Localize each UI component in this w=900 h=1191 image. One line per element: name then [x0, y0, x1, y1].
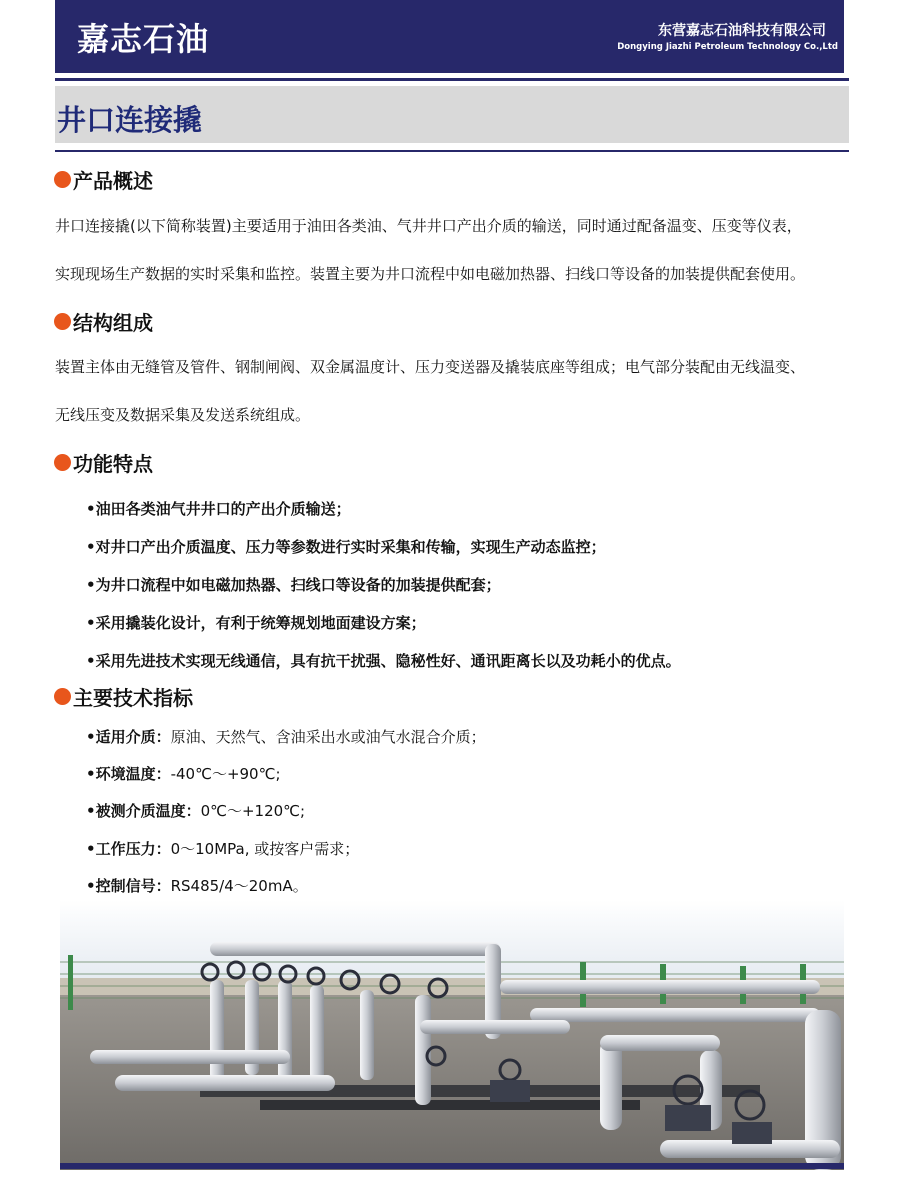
- bullet-dot-icon: [54, 171, 71, 188]
- spec-item: [86, 726, 486, 747]
- spec-value: 0～10MPa, 或按客户需求；: [170, 840, 360, 858]
- section-heading-features: [54, 448, 153, 477]
- section-heading-text: 主要技术指标: [73, 686, 193, 710]
- section-heading-specs: [54, 682, 193, 711]
- feature-item: •采用撬装化设计，有利于统筹规划地面建设方案；: [86, 614, 426, 632]
- wellhead-skid-illustration: [60, 900, 844, 1170]
- overview-line: 实现现场生产数据的实时采集和监控。装置主要为井口流程中如电磁加热器、扫线口等设备的加装提供配套使用。: [55, 265, 806, 283]
- feature-item: •对井口产出介质温度、压力等参数进行实时采集和传输，实现生产动态监控；: [86, 538, 606, 556]
- feature-item: •为井口流程中如电磁加热器、扫线口等设备的加装提供配套；: [86, 576, 501, 594]
- feature-item: •采用先进技术实现无线通信，具有抗干扰强、隐秘性好、通讯距离长以及功耗小的优点。: [86, 652, 681, 670]
- spec-value: RS485/4～20mA。: [170, 877, 308, 895]
- spec-value: 0℃～+120℃;: [200, 802, 306, 820]
- section-heading-text: 产品概述: [73, 169, 153, 193]
- spec-value: -40℃～+90℃;: [170, 765, 281, 783]
- company-name-cn: 东营嘉志石油科技有限公司: [658, 23, 826, 39]
- footer-bar: [60, 1163, 844, 1169]
- spec-label: •环境温度：: [86, 765, 171, 783]
- feature-item: •油田各类油气井井口的产出介质输送；: [86, 500, 351, 518]
- spec-item: [86, 763, 281, 784]
- bullet-dot-icon: [54, 313, 71, 330]
- title-band: [55, 86, 849, 143]
- spec-label: •控制信号：: [86, 877, 171, 895]
- structure-line: 无线压变及数据采集及发送系统组成。: [55, 406, 311, 424]
- spec-label: •被测介质温度：: [86, 802, 201, 820]
- spec-value: 原油、天然气、含油采出水或油气水混合介质；: [170, 728, 486, 746]
- company-name-en: Dongying Jiazhi Petroleum Technology Co.,Ltd: [617, 42, 838, 52]
- header-divider: [55, 78, 849, 81]
- product-photo: [60, 900, 844, 1170]
- bullet-dot-icon: [54, 454, 71, 471]
- overview-line: 井口连接撬(以下简称装置)主要适用于油田各类油、气井井口产出介质的输送，同时通过配备温变、压变等仪表，: [55, 217, 802, 235]
- spec-item: [86, 875, 308, 896]
- spec-item: [86, 800, 305, 821]
- bullet-dot-icon: [54, 688, 71, 705]
- section-heading-text: 结构组成: [73, 311, 153, 335]
- spec-item: [86, 838, 359, 859]
- section-heading-structure: [54, 307, 153, 336]
- section-heading-text: 功能特点: [73, 452, 153, 476]
- title-divider: [55, 150, 849, 152]
- spec-label: •工作压力：: [86, 840, 171, 858]
- structure-line: 装置主体由无缝管及管件、钢制闸阀、双金属温度计、压力变送器及撬装底座等组成；电气部分装配由无线温变、: [55, 358, 806, 376]
- brand-name: 嘉志石油: [77, 20, 210, 58]
- section-heading-overview: [54, 165, 153, 194]
- page-title: 井口连接撬: [57, 103, 203, 137]
- header-banner: [55, 0, 844, 73]
- spec-label: •适用介质：: [86, 728, 171, 746]
